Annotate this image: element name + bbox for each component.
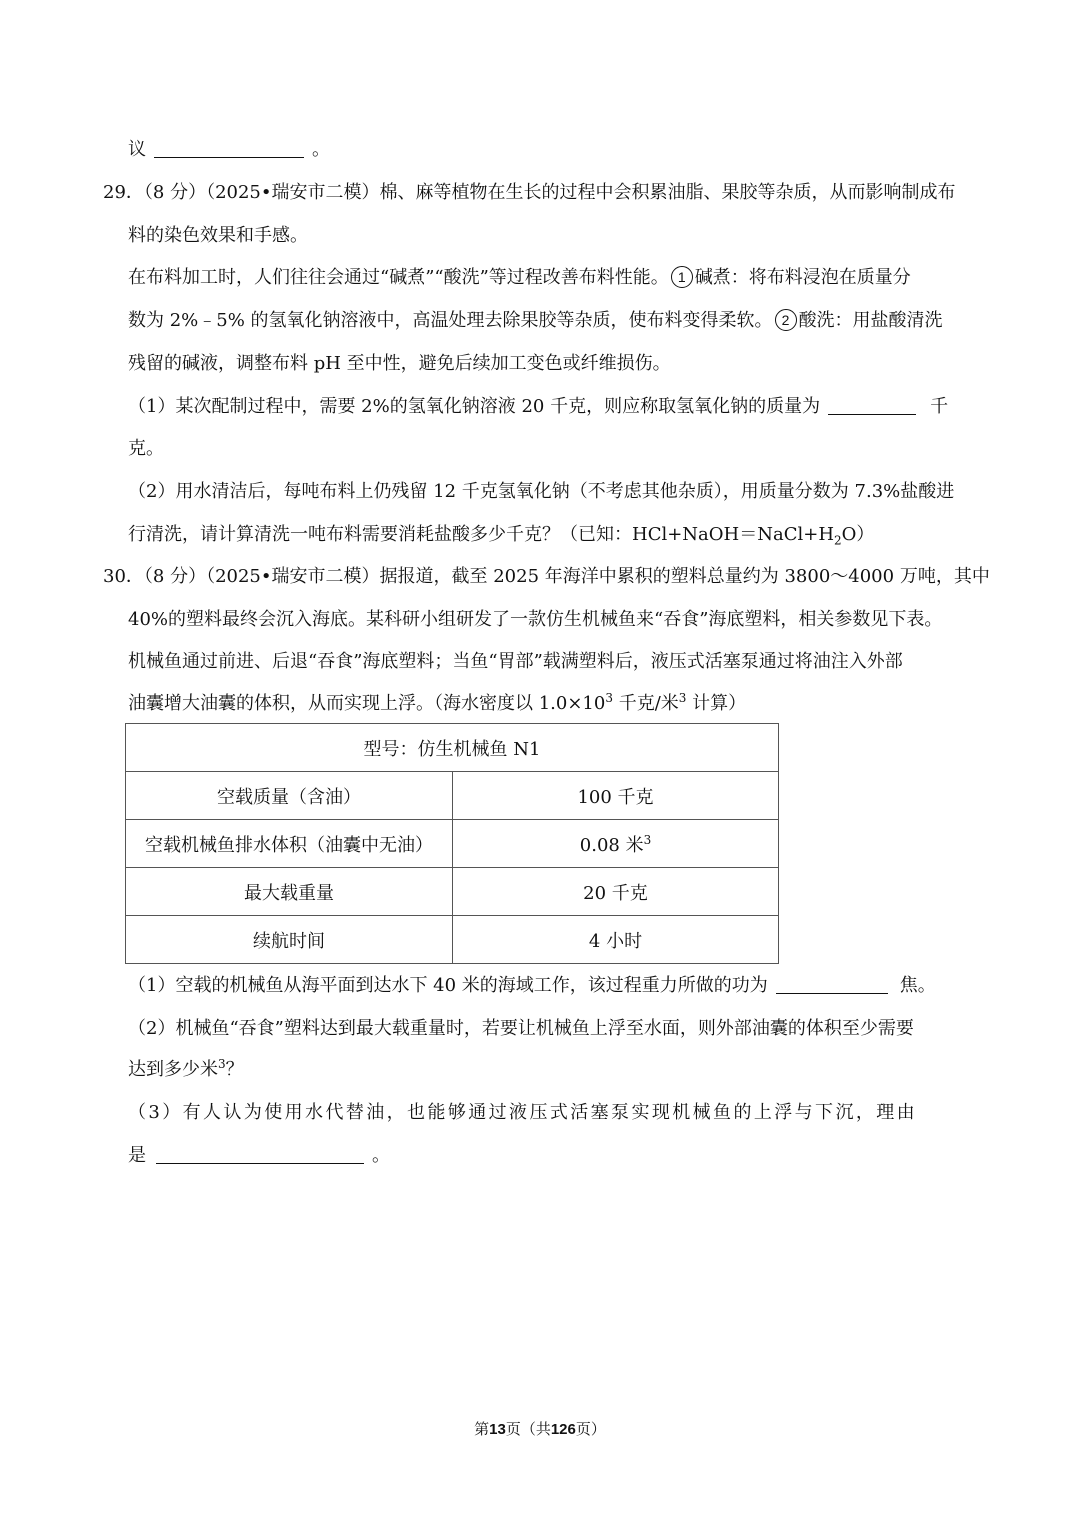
q29-header: 29．（8 分）（2025•瑞安市二模）棉、麻等植物在生长的过程中会积累油脂、果胶等杂质，从而影响制成布 bbox=[103, 182, 956, 203]
q29-sub2: （2）用水清洁后，每吨布料上仍残留 12 千克氢氧化钠（不考虑其他杂质），用质量分数为 7.3%盐酸进 bbox=[128, 481, 955, 502]
table-title: 型号：仿生机械鱼 N1 bbox=[126, 724, 779, 772]
q30-sub2-cont: 达到多少米$^3$？ bbox=[128, 1057, 244, 1080]
answer-blank[interactable] bbox=[776, 975, 888, 994]
q30-sub3: （3）有人认为使用水代替油，也能够通过液压式活塞泵实现机械鱼的上浮与下沉，理由 bbox=[128, 1102, 918, 1123]
q30-line3: 机械鱼通过前进、后退“吞食”海底塑料；当鱼“胃部”载满塑料后，液压式活塞泵通过将油注入外部 bbox=[128, 651, 903, 672]
table-row bbox=[126, 916, 779, 964]
q29-sub1: （1）某次配制过程中，需要 2%的氢氧化钠溶液 20 千克，则应称取氢氧化钠的质量为 千 bbox=[128, 396, 949, 417]
q30-line4: 油囊增大油囊的体积，从而实现上浮。（海水密度以 $1.0\times 10^3$ 千克/米$^3$ 计算） bbox=[128, 691, 747, 714]
q30-sub2: （2）机械鱼“吞食”塑料达到最大载重量时，若要让机械鱼上浮至水面，则外部油囊的体积至少需要 bbox=[128, 1018, 914, 1039]
table-cell-label: 空载质量（含油） bbox=[126, 772, 453, 820]
q29-para1: 在布料加工时，人们往往会通过“碱煮”“酸洗”等过程改善布料性能。 1 碱煮：将布料浸泡在质量分 bbox=[128, 267, 911, 288]
q29-sub2-cont: 行清洗，请计算清洗一吨布料需要消耗盐酸多少千克？（已知：$HCl+NaOH=NaCl+H_2O$） bbox=[128, 524, 875, 548]
table-cell-label: 续航时间 bbox=[126, 916, 453, 964]
page-number: 13 bbox=[489, 1421, 506, 1438]
answer-blank[interactable] bbox=[154, 139, 304, 158]
table-row bbox=[126, 772, 779, 820]
table-row bbox=[126, 868, 779, 916]
table-cell-label: 空载机械鱼排水体积（油囊中无油） bbox=[126, 820, 453, 868]
table-cell-value: 0.08 米$^3$ bbox=[453, 820, 779, 868]
spec-table bbox=[125, 723, 779, 964]
q30-sub3-cont: 是 。 bbox=[128, 1145, 390, 1166]
q29-header-cont: 料的染色效果和手感。 bbox=[128, 225, 308, 246]
q29-sub1-cont: 克。 bbox=[128, 438, 164, 459]
table-title-row bbox=[126, 724, 779, 772]
circled-number-2: 2 bbox=[775, 309, 797, 331]
table-cell-value: 100 千克 bbox=[453, 772, 779, 820]
continuation-line: 议 。 bbox=[128, 139, 330, 160]
page-footer: 第13页（共126页） bbox=[474, 1420, 606, 1438]
q29-para3: 残留的碱液，调整布料 pH 至中性，避免后续加工变色或纤维损伤。 bbox=[128, 353, 671, 374]
answer-blank[interactable] bbox=[828, 396, 916, 415]
q29-para2: 数为 2%﹣5% 的氢氧化钠溶液中，高温处理去除果胶等杂质，使布料变得柔软。 2 酸洗：用盐酸清洗 bbox=[128, 310, 943, 331]
answer-blank[interactable] bbox=[156, 1145, 364, 1164]
q30-sub1: （1）空载的机械鱼从海平面到达水下 40 米的海域工作，该过程重力所做的功为 焦。 bbox=[128, 975, 936, 996]
q30-line2: 40%的塑料最终会沉入海底。某科研小组研发了一款仿生机械鱼来“吞食”海底塑料，相关参数见下表。 bbox=[128, 609, 943, 630]
table-cell-value: 20 千克 bbox=[453, 868, 779, 916]
table-cell-label: 最大载重量 bbox=[126, 868, 453, 916]
q30-header: 30．（8 分）（2025•瑞安市二模）据报道，截至 2025 年海洋中累积的塑料总量约为 3800～4000 万吨，其中 bbox=[103, 566, 990, 587]
circled-number-1: 1 bbox=[671, 266, 693, 288]
table-row bbox=[126, 820, 779, 868]
page-total: 126 bbox=[550, 1421, 576, 1438]
table-cell-value: 4 小时 bbox=[453, 916, 779, 964]
